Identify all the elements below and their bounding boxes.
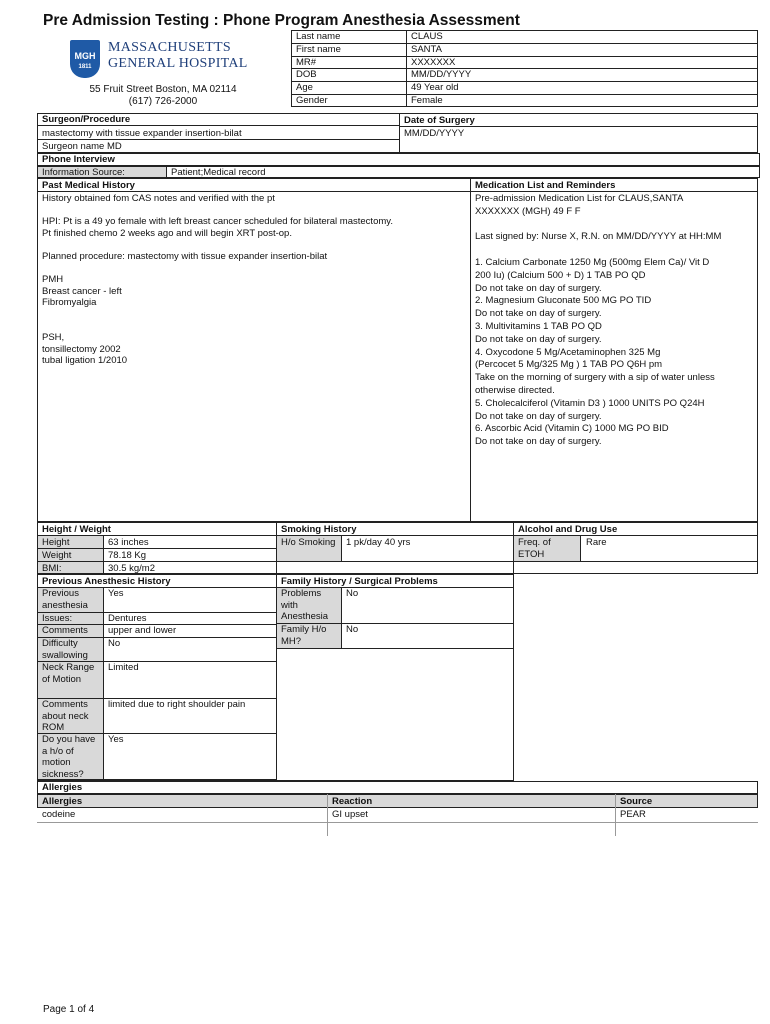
patient-row-divider: [291, 68, 758, 69]
medication-line: 4. Oxycodone 5 Mg/Acetaminophen 325 Mg: [475, 346, 661, 358]
allergy-row-divider: [37, 822, 758, 823]
patient-field-label: First name: [296, 43, 341, 55]
date-of-surgery-value: MM/DD/YYYY: [404, 128, 465, 139]
smoking-label: H/o Smoking: [281, 537, 336, 548]
medication-line: 1. Calcium Carbonate 1250 Mg (500mg Elem Ca)/ Vit D: [475, 256, 710, 268]
smoking-value: 1 pk/day 40 yrs: [346, 537, 411, 548]
patient-field-label: DOB: [296, 69, 317, 81]
patient-row-divider: [291, 94, 758, 95]
patient-field-value: SANTA: [411, 43, 442, 55]
pmh-line: tubal ligation 1/2010: [42, 355, 128, 367]
vital-value: 78.18 Kg: [108, 550, 147, 561]
logo-abbr: MGH: [74, 51, 96, 61]
allergies-col-allergy: Allergies: [42, 796, 83, 807]
patient-row-divider: [291, 81, 758, 82]
anesthesia-label: Previous anesthesia: [42, 588, 88, 611]
medication-line: 200 Iu) (Calcium 500 + D) 1 TAB PO QD: [475, 269, 646, 281]
medication-line: Do not take on day of surgery.: [475, 308, 602, 320]
hospital-name-line2: GENERAL HOSPITAL: [108, 56, 248, 71]
pmh-line: Breast cancer - left: [42, 285, 122, 297]
medication-line: Do not take on day of surgery.: [475, 436, 602, 448]
medication-line: Do not take on day of surgery.: [475, 410, 602, 422]
medication-line: Take on the morning of surgery with a sip of water unless: [475, 372, 715, 384]
page-title: Pre Admission Testing : Phone Program Anesthesia Assessment: [43, 12, 520, 29]
allergy-name: codeine: [42, 809, 76, 820]
allergies-col-source: Source: [620, 796, 653, 807]
phone-interview-header-row: [37, 153, 760, 166]
pmh-line: PMH: [42, 274, 64, 286]
patient-field-value: MM/DD/YYYY: [411, 69, 472, 81]
vital-label: Height: [42, 537, 70, 548]
allergies-col-reaction: Reaction: [332, 796, 373, 807]
anesthesia-col-divider: [103, 587, 104, 779]
family-label: Problems with Anesthesia: [281, 588, 329, 622]
anesthesia-value: Yes: [108, 734, 124, 745]
vital-value: 63 inches: [108, 537, 149, 548]
surgeon-name: Surgeon name MD: [42, 141, 122, 152]
anesthesia-value: Yes: [108, 588, 124, 599]
allergies-section-header-row: [37, 781, 758, 794]
pmh-line: Fibromyalgia: [42, 297, 97, 309]
patient-field-value: Female: [411, 95, 443, 106]
allergy-reaction: GI upset: [332, 809, 368, 820]
pmh-line: [42, 321, 467, 333]
medication-list-text: [475, 193, 755, 449]
anesthesia-value: Dentures: [108, 613, 147, 624]
anesthesia-label: Comments: [42, 625, 88, 636]
information-source-label: Information Source:: [42, 167, 125, 178]
family-value: No: [346, 588, 359, 599]
hospital-name-line1: MASSACHUSETTS: [108, 40, 231, 55]
pmh-line: Pt finished chemo 2 weeks ago and will begin XRT post-op.: [42, 227, 292, 239]
family-row-divider: [276, 648, 514, 649]
patient-field-value: CLAUS: [411, 31, 443, 42]
anesthesia-label: Do you have a h/o of motion sickness?: [42, 734, 96, 780]
pmh-line: History obtained fom CAS notes and verified with the pt: [42, 193, 275, 204]
procedure-value: mastectomy with tissue expander insertion-bilat: [42, 128, 242, 139]
phone-interview-header: Phone Interview: [42, 154, 115, 165]
pmh-line: Planned procedure: mastectomy with tissue expander insertion-bilat: [42, 250, 328, 262]
patient-field-label: Last name: [296, 31, 341, 42]
anesthesia-label: Comments about neck ROM: [42, 699, 89, 733]
past-medical-history-header: Past Medical History: [42, 180, 135, 191]
pmh-line: [42, 263, 467, 275]
allergies-section-header: Allergies: [42, 782, 83, 793]
medication-line: [475, 244, 755, 257]
family-label: Family H/o MH?: [281, 624, 327, 647]
anesthesia-label: Issues:: [42, 613, 73, 624]
surgeon-procedure-header: Surgeon/Procedure: [42, 114, 131, 125]
pmh-line: [42, 239, 467, 251]
anesthesia-label: Neck Range of Motion: [42, 662, 95, 685]
smoking-history-header: Smoking History: [281, 524, 357, 535]
logo-year: 1811: [78, 64, 92, 70]
medication-line: 2. Magnesium Gluconate 500 MG PO TID: [475, 295, 652, 307]
anesthesia-value: limited due to right shoulder pain: [108, 699, 246, 710]
allergy-source: PEAR: [620, 809, 646, 820]
medication-line: 3. Multivitamins 1 TAB PO QD: [475, 320, 602, 332]
patient-field-value: 49 Year old: [411, 82, 459, 94]
medication-line: 5. Cholecalciferol (Vitamin D3 ) 1000 UNITS PO Q24H: [475, 397, 705, 409]
page-number: Page 1 of 4: [43, 1004, 95, 1015]
medication-line: otherwise directed.: [475, 384, 555, 396]
medication-line: Do not take on day of surgery.: [475, 333, 602, 345]
alcohol-label: Freq. of ETOH: [518, 537, 551, 560]
vital-label: Weight: [42, 550, 72, 561]
pmh-line: tonsillectomy 2002: [42, 343, 121, 355]
anesthesia-label: Difficulty swallowing: [42, 638, 88, 661]
previous-anesthesia-header: Previous Anesthesic History: [42, 576, 171, 587]
medication-list-header: Medication List and Reminders: [475, 180, 616, 191]
patient-field-label: MR#: [296, 56, 317, 68]
medication-line: Last signed by: Nurse X, R.N. on MM/DD/YYYY at HH:MM: [475, 231, 722, 243]
patient-field-value: XXXXXXX: [411, 56, 456, 68]
patient-row-divider: [291, 43, 758, 44]
family-col-divider: [341, 587, 342, 648]
past-medical-history-text: [42, 193, 467, 367]
family-value: No: [346, 624, 359, 635]
date-of-surgery-header: Date of Surgery: [404, 115, 475, 126]
vital-value: 30.5 kg/m2: [108, 563, 155, 574]
medication-line: XXXXXXX (MGH) 49 F F: [475, 205, 581, 217]
medication-line: [475, 219, 755, 232]
pmh-line: [42, 205, 467, 217]
pmh-line: PSH,: [42, 332, 65, 344]
medication-line: 6. Ascorbic Acid (Vitamin C) 1000 MG PO BID: [475, 423, 669, 435]
hospital-address: 55 Fruit Street Boston, MA 02114: [89, 84, 237, 95]
medication-line: Pre-admission Medication List for CLAUS,SANTA: [475, 193, 684, 204]
height-weight-header: Height / Weight: [42, 524, 111, 535]
vital-label: BMI:: [42, 563, 62, 574]
family-history-header: Family History / Surgical Problems: [281, 576, 438, 587]
anesthesia-value: No: [108, 638, 121, 649]
mgh-shield-logo: [70, 40, 100, 78]
alcohol-drug-header: Alcohol and Drug Use: [518, 524, 618, 535]
anesthesia-value: upper and lower: [108, 625, 177, 636]
medication-line: Do not take on day of surgery.: [475, 282, 602, 294]
alcohol-value: Rare: [586, 537, 607, 548]
anesthesia-value: Limited: [108, 662, 139, 673]
pmh-line: HPI: Pt is a 49 yo female with left breast cancer scheduled for bilateral mastectomy.: [42, 216, 393, 228]
hospital-phone: (617) 726-2000: [128, 96, 198, 107]
patient-field-label: Gender: [296, 95, 328, 106]
pmh-line: [42, 309, 467, 321]
patient-row-divider: [291, 56, 758, 57]
information-source-value: Patient;Medical record: [171, 167, 266, 178]
medication-line: (Percocet 5 Mg/325 Mg ) 1 TAB PO Q6H pm: [475, 359, 663, 371]
patient-field-label: Age: [296, 82, 313, 94]
